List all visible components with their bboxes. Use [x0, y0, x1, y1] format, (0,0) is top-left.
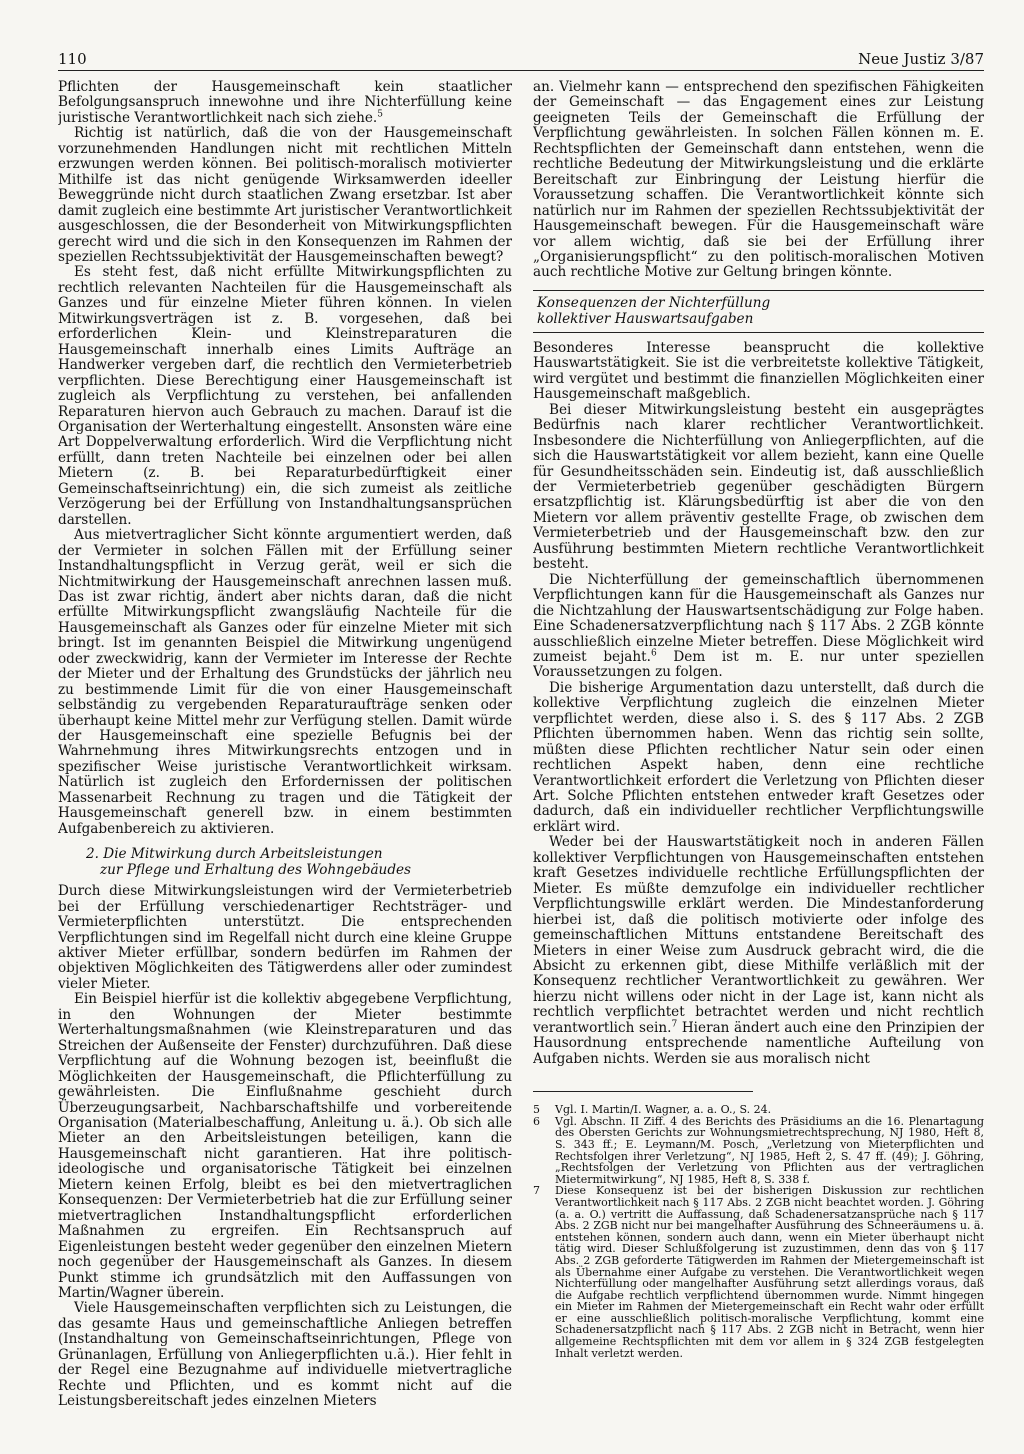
section-heading-line: kollektiver Hauswartsaufgaben: [537, 310, 754, 327]
paragraph: Aus mietvertraglicher Sicht könnte argumentiert werden, daß der Vermieter in solchen Fällen mit der Erfüllung seiner Instandhaltungspflicht in Verzug gerät, weil er sich die Nichtmitwirkung der Hausgemeinschaft anrechnen lassen muß. Das ist zwar richtig, ändert aber nichts daran, daß die nicht erfüllte Mitwirkungspflicht zwangsläufig Nachteile für die Hausgemeinschaft als Ganzes oder für einzelne Mieter mit sich bringt. Ist im genannten Beispiel die Mitwirkung ungenügend oder zweckwidrig, kann der Vermieter im Interesse der Rechte der Mieter und der Erhaltung des Grundstücks der jährlich neu zu bestimmende Limit für die von einer Hausgemeinschaft selbständig zu vergebenden Reparaturaufträge senken oder überhaupt keine Mittel mehr zur Verfügung stellen. Damit würde der Hausgemeinschaft eine spezielle Befugnis bei der Wahrnehmung ihres Mitwirkungsrechts entzogen und in spezifischer Weise juristische Verantwortlichkeit wirksam. Natürlich ist zugleich den Erfordernissen der politischen Massenarbeit Rechnung zu tragen und die Tätigkeit der Hausgemeinschaft generell bzw. in einem bestimmten Aufgabenbereich zu aktivieren.: [58, 527, 512, 837]
paragraph: Ein Beispiel hierfür ist die kollektiv abgegebene Verpflichtung, in den Wohnungen der Mieter bestimmte Werterhaltungsmaßnahmen (wie Kleinstreparaturen und das Streichen der Außenseite der Fenster) durchzuführen. Daß diese Verpflichtung auf die Wohnung bezogen ist, beeinflußt die Möglichkeiten der Hausgemeinschaft, die Pflichterfüllung zu gewährleisten. Die Einflußnahme geschieht durch Überzeugungsarbeit, Nachbarschaftshilfe und vorbereitende Organisation (Materialbeschaffung, Anleitung u. ä.). Ob sich alle Mieter an den Arbeitsleistungen beteiligen, kann die Hausgemeinschaft nicht garantieren. Hat ihre politisch-ideologische und organisatorische Tätigkeit bei einzelnen Mietern keinen Erfolg, bleibt es bei den mietvertraglichen Konsequenzen: Der Vermieterbetrieb hat die zur Erfüllung seiner mietvertraglichen Instandhaltungspflicht erforderlichen Maßnahmen zu ergreifen. Ein Rechtsanspruch auf Eigenleistungen besteht weder gegenüber den einzelnen Mietern noch gegenüber der Hausgemeinschaft als Ganzes. In diesem Punkt stimme ich grundsätzlich mit den Auffassungen von Martin/Wagner überein.: [58, 991, 512, 1301]
footnote-text: Vgl. Abschn. II Ziff. 4 des Berichts des Präsidiums an die 16. Plenartagung des Obersten Gerichts zur Wohnungsmietrechtsprechung, NJ 1980, Heft 8, S. 343 ff.; E. Leymann/M. Posch, „Verletzung von Mieterpflichten und Rechtsfolgen ihrer Verletzung“, NJ 1985, Heft 2, S. 47 ff. (49); J. Göhring, „Rechtsfolgen der Verletzung von Pflichten aus der vertraglichen Mietermitwirkung“, NJ 1985, Heft 8, S. 338 f.: [555, 1114, 984, 1186]
footnote-number: 5: [533, 1103, 540, 1117]
header-rule: [58, 70, 984, 71]
paragraph: Pflichten der Hausgemeinschaft kein staatlicher Befolgungsanspruch innewohne und ihre Nichterfüllung keine juristische Verantwortlichkeit nach sich ziehe.$^5$: [58, 80, 512, 126]
paragraph: Durch diese Mitwirkungsleistungen wird der Vermieterbetrieb bei der Erfüllung verschiedenartiger Rechtsträger- und Vermieterpflichten unterstützt. Die entsprechenden Verpflichtungen sind im Regelfall nicht durch eine kleine Gruppe aktiver Mieter erfüllbar, sondern bedürfen im Rahmen der objektiven Möglichkeiten des Tätigwerdens aller oder zumindest vieler Mieter.: [58, 883, 512, 992]
paragraph: Bei dieser Mitwirkungsleistung besteht ein ausgeprägtes Bedürfnis nach klarer rechtlicher Verantwortlichkeit. Insbesondere die Nichterfüllung von Anliegerpflichten, auf die sich die Hauswartstätigkeit vor allem bezieht, kann eine Quelle für Gesundheitsschäden sein. Eindeutig ist, daß ausschließlich der Vermieterbetrieb gegenüber geschädigten Bürgern ersatzpflichtig ist. Klärungsbedürftig ist aber die von den Mietern vor allem präventiv gestellte Frage, ob zwischen dem Vermieterbetrieb und der Hausgemeinschaft bzw. den zur Ausführung bestimmten Mietern rechtliche Verantwortlichkeit besteht.: [533, 401, 984, 573]
section-heading-line: Konsequenzen der Nichterfüllung: [537, 294, 771, 311]
left-column: [58, 80, 512, 1425]
section-heading: [533, 290, 984, 333]
section-heading-line: zur Pflege und Erhaltung des Wohngebäudes: [100, 862, 412, 879]
footnote: [533, 1185, 984, 1359]
paragraph: Richtig ist natürlich, daß die von der Hausgemeinschaft vorzunehmenden Handlungen nicht mit rechtlichen Mitteln erzwungen werden können. Bei politisch-moralisch motivierter Mithilfe ist das nicht genügende Wirksamwerden ideeller Beweggründe nicht durch staatlichen Zwang ersetzbar. Ist aber damit zugleich eine bestimmte Art juristischer Verantwortlichkeit ausgeschlossen, die der Besonderheit von Mitwirkungspflichten gerecht wird und die sich in den Konsequenzen im Rahmen der speziellen Rechtssubjektivität der Hausgemeinschaften bewegt?: [58, 125, 512, 265]
footnote-text: Diese Konsequenz ist bei der bisherigen Diskussion zur rechtlichen Verantwortlichkeit nach § 117 Abs. 2 ZGB nicht beachtet worden. J. Göhring (a. a. O.) vertritt die Auffassung, daß Schadenersatzansprüche nach § 117 Abs. 2 ZGB nicht nur bei mangelhafter Ausführung des Schneeräumens u. ä. entstehen können, sondern auch dann, wenn ein Mieter überhaupt nicht tätig wird. Dieser Schlußfolgerung ist zuzustimmen, denn das von § 117 Abs. 2 ZGB geforderte Tätigwerden im Rahmen der Mietergemeinschaft ist als Übernahme einer Aufgabe zu verstehen. Die Verantwortlichkeit wegen Nichterfüllung oder mangelhafter Ausführung setzt allerdings voraus, daß die Aufgabe rechtlich verpflichtend übernommen wurde. Nimmt hingegen ein Mieter im Rahmen der Mietergemeinschaft ein Recht wahr oder erfüllt er eine ausschließlich politisch-moralische Verpflichtung, kommt eine Schadenersatzpflicht nach § 117 Abs. 2 ZGB nicht in Betracht, wenn hier allgemeine Rechtspflichten mit dem vor allem in § 324 ZGB festgelegten Inhalt verletzt werden.: [555, 1184, 984, 1360]
page-header: [58, 50, 984, 76]
section-heading-line: 2. Die Mitwirkung durch Arbeitsleistungen: [86, 846, 383, 863]
paragraph: Es steht fest, daß nicht erfüllte Mitwirkungspflichten zu rechtlich relevanten Nachteilen für die Hausgemeinschaft als Ganzes und für einzelne Mieter führen können. In vielen Mitwirkungsverträgen ist z. B. vorgesehen, daß bei erforderlichen Klein- und Kleinstreparaturen die Hausgemeinschaft innerhalb eines Limits Aufträge an Handwerker vergeben darf, die rechtlich den Vermieterbetrieb verpflichten. Diese Berechtigung einer Hausgemeinschaft ist zugleich als Verpflichtung zu verstehen, bei anfallenden Reparaturen hiervon auch Gebrauch zu machen. Darauf ist die Organisation der Werterhaltung eingestellt. Ansonsten wäre eine Art Doppelverwaltung erforderlich. Wird die Verpflichtung nicht erfüllt, dann treten Nachteile bei einzelnen oder bei allen Mietern (z. B. bei Reparaturbedürftigkeit einer Gemeinschaftseinrichtung) ein, die sich zumeist als zeitliche Verzögerung bei der Erfüllung von Instandhaltungsansprüchen darstellen.: [58, 264, 512, 528]
paragraph: Die bisherige Argumentation dazu unterstellt, daß durch die kollektive Verpflichtung zugleich die einzelnen Mieter verpflichtet werden, diese also i. S. des § 117 Abs. 2 ZGB Pflichten übernommen haben. Wenn das richtig sein sollte, müßten diese Pflichten rechtlicher Natur sein oder einen rechtlichen Aspekt haben, denn eine rechtliche Verantwortlichkeit erfordert die Verletzung von Pflichten dieser Art. Solche Pflichten entstehen entweder kraft Gesetzes oder dadurch, daß ein individueller rechtlicher Verpflichtungswille erklärt wird.: [533, 679, 984, 835]
journal-title: Neue Justiz 3/87: [858, 50, 984, 68]
footnote: [533, 1116, 984, 1186]
footnote-ref[interactable]: 5: [377, 109, 383, 120]
right-column: [533, 80, 984, 1425]
paragraph: Viele Hausgemeinschaften verpflichten sich zu Leistungen, die das gesamte Haus und gemeinschaftliche Anliegen betreffen (Instandhaltung von Gemeinschaftseinrichtungen, Pflege von Grünanlagen, Erfüllung von Anliegerpflichten u.ä.). Hier fehlt in der Regel eine Bezugnahme auf individuelle mietvertragliche Rechte und Pflichten, und es kommt nicht auf die Leistungsbereitschaft jedes einzelnen Mieters: [58, 1300, 512, 1410]
paragraph: an. Vielmehr kann — entsprechend den spezifischen Fähigkeiten der Gemeinschaft — das Engagement eines zur Leistung geeigneten Teils der Gemeinschaft die Erfüllung der Verpflichtung gewährleisten. In solchen Fällen können m. E. Rechtspflichten der Gemeinschaft dann entstehen, wenn die rechtliche Bedeutung der Mitwirkungsleistung und die erklärte Bereitschaft zur Einbringung der Leistung hierfür die Voraussetzung schaffen. Die Verantwortlichkeit könnte sich natürlich nur im Rahmen der speziellen Rechtssubjektivität der Hausgemeinschaft bewegen. Für die Hausgemeinschaft wäre vor allem wichtig, daß sie bei der Erfüllung ihrer „Organisierungspflicht“ zu den politisch-moralischen Motiven auch rechtliche Motive zur Geltung bringen könnte.: [533, 80, 984, 281]
footnote-ref[interactable]: 7: [671, 1019, 678, 1030]
footnote-number: 7: [533, 1184, 540, 1198]
footnote-text: Vgl. I. Martin/I. Wagner, a. a. O., S. 24.: [555, 1103, 772, 1117]
footnote-divider: [533, 1091, 753, 1092]
footnote-number: 6: [533, 1114, 540, 1128]
footnote-ref[interactable]: 6: [650, 648, 657, 659]
paragraph: Weder bei der Hauswartstätigkeit noch in anderen Fällen kollektiver Verpflichtungen von Hausgemeinschaften entstehen kraft Gesetzes individuelle rechtliche Erfüllungspflichten der Mieter. Es müßte demzufolge ein individueller rechtlicher Verpflichtungswille erklärt werden. Die Mindestanforderung hierbei ist, daß die politisch motivierte oder infolge des gemeinschaftlichen Mittuns entstandene Bereitschaft des Mieters in einer Weise zum Ausdruck gebracht wird, die die Absicht zu erkennen gibt, diese Mithilfe verläßlich mit der Konsequenz rechtlicher Verantwortlichkeit zu gewähren. Wer hierzu nicht willens oder nicht in der Lage ist, kann nicht als rechtlich verpflichtet betrachtet werden und nicht rechtlich verantwortlich sein.$^7$ Hieran ändert auch eine den Prinzipien der Hausordnung entsprechende namentliche Aufteilung von Aufgaben nichts. Werden sie aus moralisch nicht: [533, 834, 984, 1067]
page-number: 110: [58, 50, 87, 68]
paragraph: Die Nichterfüllung der gemeinschaftlich übernommenen Verpflichtungen kann für die Hausgemeinschaft als Ganzes nur die Nichtzahlung der Hauswartsentschädigung zur Folge haben. Eine Schadenersatzverpflichtung nach § 117 Abs. 2 ZGB könnte ausschließlich einzelne Mieter betreffen. Diese Möglichkeit wird zumeist bejaht.$^6$ Dem ist m. E. nur unter speziellen Voraussetzungen zu folgen.: [533, 571, 984, 681]
section-heading: [86, 846, 512, 878]
paragraph: Besonderes Interesse beansprucht die kollektive Hauswartstätigkeit. Sie ist die verbreitetste kollektive Tätigkeit, wird vergütet und bestimmt die finanziellen Möglichkeiten einer Hausgemeinschaft maßgeblich.: [533, 339, 984, 403]
